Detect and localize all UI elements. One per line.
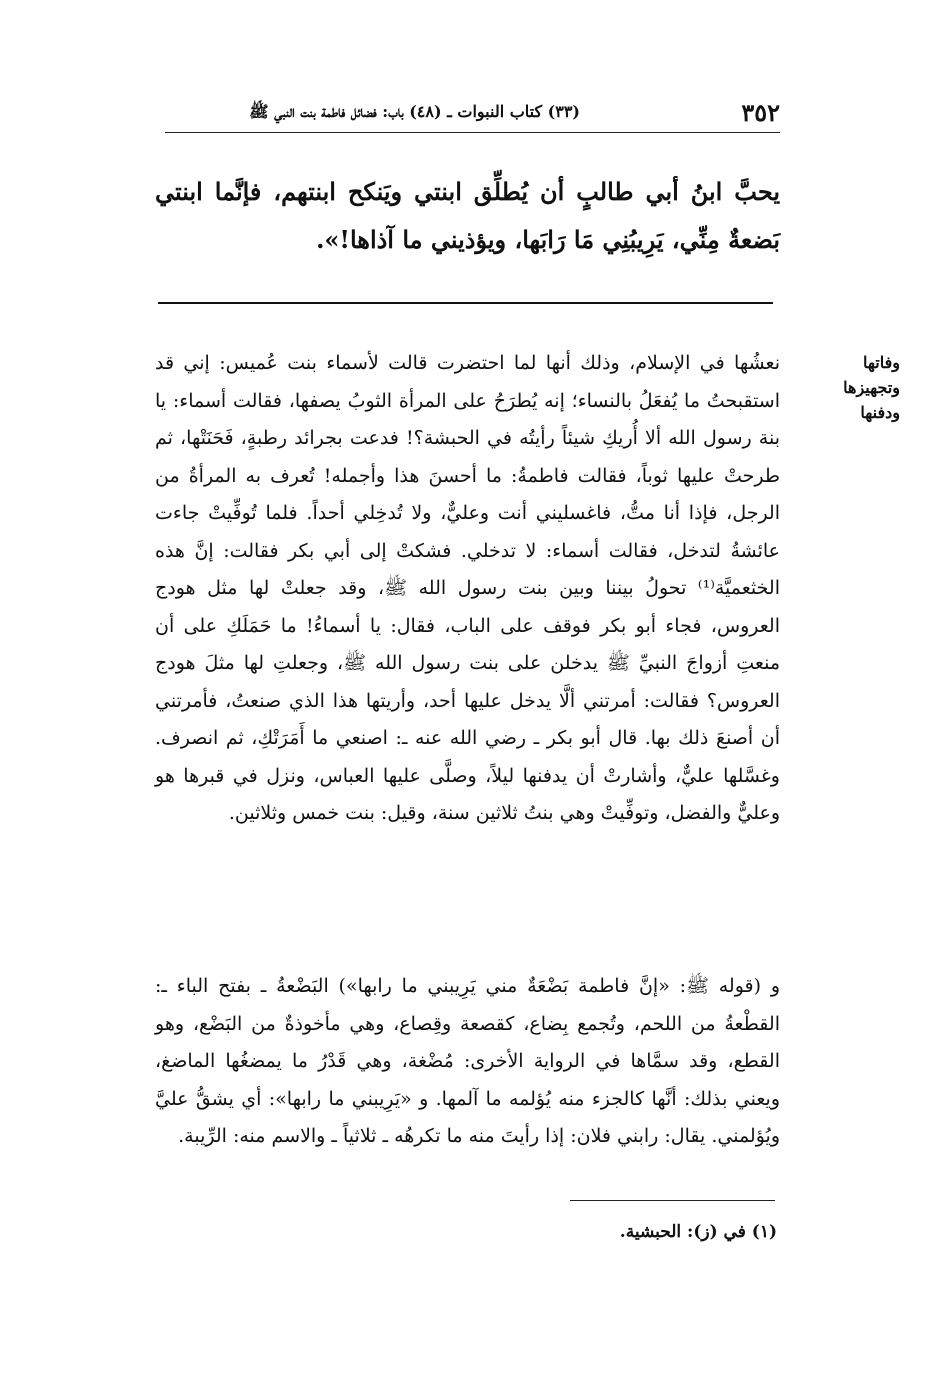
page-header	[165, 98, 780, 133]
footnote: (١) في (ز): الحبشية.	[619, 1222, 777, 1242]
body-paragraph-2: و (قوله ﷺ: «إنَّ فاطمة بَضْعَةٌ مني يَرِيبني ما رابها») البَضْعةُ ـ بفتح الباء ـ: القطْعةُ من اللحم، وتُجمع بِضاع، كقصعة وقِصاع، وهي مأخوذةٌ من البَضْع، وهو القطع، وقد سمَّاها في الرواية الأخرى: مُضْغة، وهي قَدْرُ ما يمضغُها الماضغ، ويعني بذلك: أنَّها كالجزء منه يُؤلمه ما آلمها. و «يَرِيبني ما رابها»: أي يشقُّ عليَّ ويُؤلمني. يقال: رابني فلان: إذا رأيتَ منه ما تكرهُه ـ ثلاثياً ـ والاسم منه: الرِّيبة.	[155, 975, 780, 1147]
page-number: ٣٥٢	[741, 98, 780, 127]
section-divider	[158, 302, 773, 304]
footnote-rule	[570, 1200, 775, 1201]
hadith-text: يحبَّ ابنُ أبي طالبٍ أن يُطلِّق ابنتي ويَنكح ابنتهم، فإنَّما ابنتي بَضعةٌ مِنِّي، يَرِيبُنِي مَا رَابَها، ويؤذيني ما آذاها!».	[155, 177, 780, 254]
margin-note: وفاتها وتجهيزها ودفنها	[843, 353, 900, 422]
running-title: (٣٣) كتاب النبوات ـ (٤٨) باب: فضائل فاطمة بنت النبي ﷺ	[249, 102, 580, 121]
body-paragraph-1: نعشُها في الإسلام، وذلك أنها لما احتضرت قالت لأسماء بنت عُميس: إني قد استقبحتُ ما يُفعَلُ بالنساء؛ إنه يُطرَحُ على المرأة الثوبُ يصفها، فقالت أسماء: يا بنة رسول الله ألا أُريكِ شيئاً رأيتُه في الحبشة؟! فدعت بجرائد رطبةٍ، فَحَنَتْها، ثم طرحتْ عليها ثوباً، فقالت فاطمةُ: ما أحسنَ هذا وأجمله! تُعرف به المرأةُ من الرجل، فإذا أنا متُّ، فاغسليني أنت وعليٌّ، ولا تُدخِلي أحداً. فلما تُوفِّيتْ جاءت عائشةُ لتدخل، فقالت أسماء: لا تدخلي. فشكتْ إلى أبي بكر فقالت: إنَّ هذه الخثعميَّة⁽¹⁾ تحولُ بيننا وبين بنت رسول الله ﷺ، وقد جعلتْ لها مثل هودج العروس، فجاء أبو بكر فوقف على الباب، فقال: يا أسماءُ! ما حَمَلَكِ على أن منعتِ أزواجَ النبيِّ ﷺ يدخلن على بنت رسول الله ﷺ، وجعلتِ لها مثلَ هودج العروس؟ فقالت: أمرتني ألَّا يدخل عليها أحد، وأريتها هذا الذي صنعتُ، فأمرتني أن أصنعَ ذلك بها. قال أبو بكر ـ رضي الله عنه ـ: اصنعي ما أَمَرَتْكِ، ثم انصرف. وغسَّلها عليٌّ، وأشارتْ أن يدفنها ليلاً، وصلَّى عليها العباس، ونزل في قبرها هو وعليٌّ والفضل، وتوفِّيتْ وهي بنتُ ثلاثين سنة، وقيل: بنت خمس وثلاثين.	[155, 352, 780, 824]
